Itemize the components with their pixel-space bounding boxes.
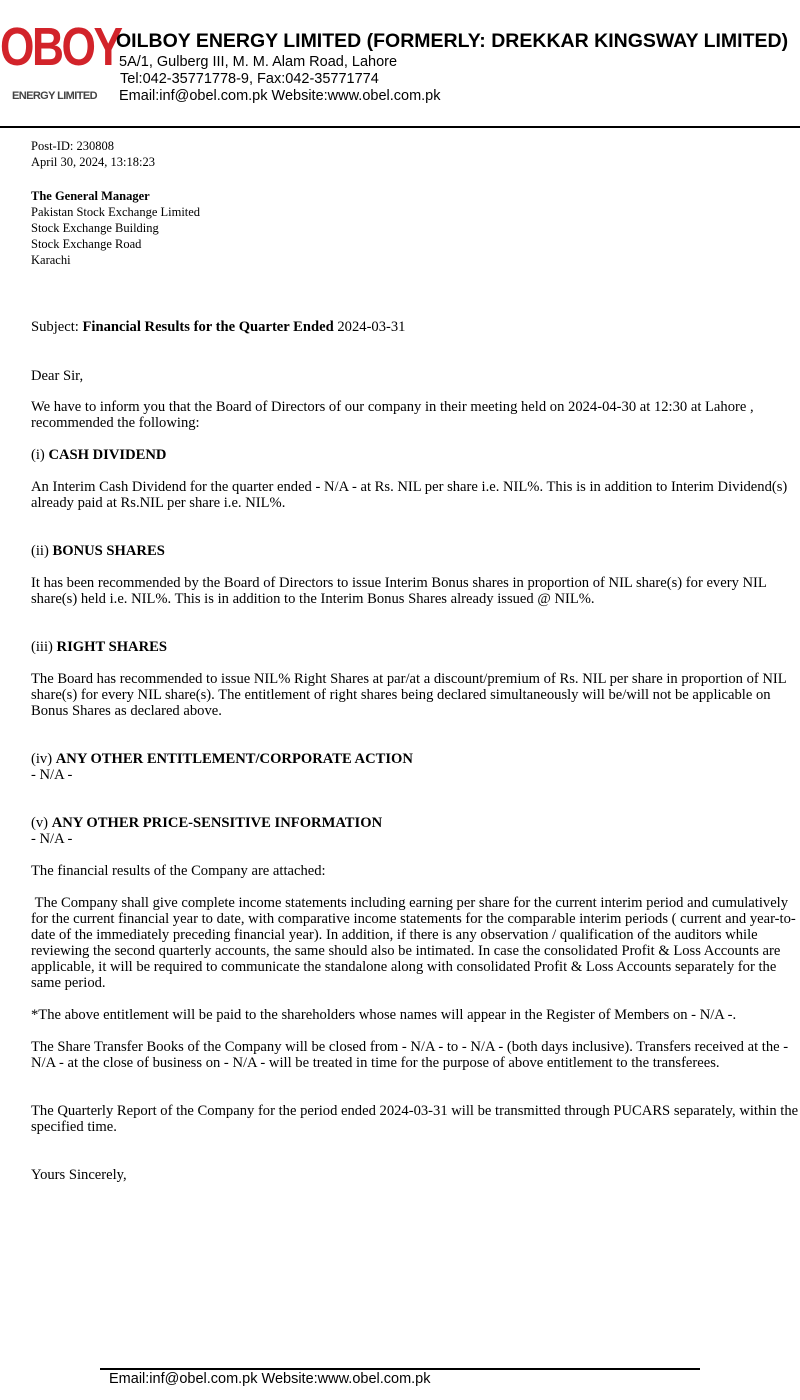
income-statement-paragraph: The Company shall give complete income statements including earning per share for the current interim period and cumulatively for the current financial year to date, with comparative income statements for the comparable interim periods ( current and year-to-date of the immediately preceding financial year). In addition, if there is any observation / qualification of the auditors while reviewing the second quarterly accounts, the same should also be intimated. In case the consolidated Profit & Loss Accounts are applicable, it will be required to communicate the standalone along with consolidated Profit & Loss Accounts separately for the same period. xyxy=(31,895,796,991)
recipient-line: Pakistan Stock Exchange Limited xyxy=(31,205,201,219)
company-logo-subtext: ENERGY LIMITED xyxy=(12,90,97,102)
section-heading xyxy=(31,447,800,463)
intro-paragraph: We have to inform you that the Board of Directors of our company in their meeting held on 2024-04-30 at 12:30 at Lahore , recommended the following: xyxy=(31,399,754,431)
section-number: (iv) xyxy=(31,751,53,767)
section-text: An Interim Cash Dividend for the quarter ended - N/A - at Rs. NIL per share i.e. NIL%. This is in addition to Interim Dividend(s) already paid at Rs.NIL per share i.e. NIL%. xyxy=(31,479,788,511)
section-text: It has been recommended by the Board of Directors to issue Interim Bonus shares in proportion of NIL share(s) for every NIL share(s) held i.e. NIL%. This is in addition to the Interim Bonus Shares already issued @ NIL%. xyxy=(31,575,767,607)
section-heading xyxy=(31,751,800,767)
subject-label: Subject: xyxy=(31,319,79,335)
quarterly-report-paragraph: The Quarterly Report of the Company for the period ended 2024-03-31 will be transmitted through PUCARS separately, within the specified time. xyxy=(31,1103,799,1135)
company-contact: Email:inf@obel.com.pk Website:www.obel.com.pk xyxy=(119,88,441,104)
section-heading xyxy=(31,639,800,655)
subject-date: 2024-03-31 xyxy=(337,319,406,335)
footer-divider xyxy=(100,1368,700,1370)
entitlement-note: *The above entitlement will be paid to the shareholders whose names will appear in the Register of Members on - N/A -. xyxy=(31,1007,737,1023)
company-logo: OBOY xyxy=(0,17,121,77)
section-title: ANY OTHER ENTITLEMENT/CORPORATE ACTION xyxy=(55,751,413,767)
section-number: (iii) xyxy=(31,639,53,655)
section-number: (v) xyxy=(31,815,49,831)
recipient-line: Stock Exchange Building xyxy=(31,221,159,235)
footer-contact: Email:inf@obel.com.pk Website:www.obel.com.pk xyxy=(109,1371,431,1387)
subject-line xyxy=(31,319,800,335)
section-text: - N/A - xyxy=(31,767,73,783)
section-number: (ii) xyxy=(31,543,49,559)
section-heading xyxy=(31,543,800,559)
section-text: The Board has recommended to issue NIL% Right Shares at par/at a discount/premium of Rs. NIL per share in proportion of NIL share(s) for every NIL share(s). The entitlement of right shares being declared simultaneously will be/will not be applicable on Bonus Shares as declared above. xyxy=(31,671,787,719)
salutation: Dear Sir, xyxy=(31,368,84,384)
company-name: OILBOY ENERGY LIMITED (FORMERLY: DREKKAR KINGSWAY LIMITED) xyxy=(116,30,789,52)
section-title: ANY OTHER PRICE-SENSITIVE INFORMATION xyxy=(51,815,383,831)
section-text: - N/A - xyxy=(31,831,73,847)
section-title: RIGHT SHARES xyxy=(56,639,167,655)
closing: Yours Sincerely, xyxy=(31,1167,127,1183)
section-number: (i) xyxy=(31,447,45,463)
company-address: 5A/1, Gulberg III, M. M. Alam Road, Lahore xyxy=(119,54,398,70)
recipient-line: Karachi xyxy=(31,253,71,267)
header-divider xyxy=(0,126,800,128)
recipient-line: Stock Exchange Road xyxy=(31,237,142,251)
share-transfer-paragraph: The Share Transfer Books of the Company will be closed from - N/A - to - N/A - (both days inclusive). Transfers received at the - N/A - at the close of business on - N/A - will be treated in time for the purpose of above entitlement to the transferees. xyxy=(31,1039,789,1071)
post-id: Post-ID: 230808 xyxy=(31,139,114,153)
post-datetime: April 30, 2024, 13:18:23 xyxy=(31,155,155,169)
recipient-title: The General Manager xyxy=(31,189,150,203)
section-heading xyxy=(31,815,800,831)
company-phone: Tel:042-35771778-9, Fax:042-35771774 xyxy=(120,71,379,87)
section-title: CASH DIVIDEND xyxy=(48,447,167,463)
results-attached: The financial results of the Company are attached: xyxy=(31,863,326,879)
section-title: BONUS SHARES xyxy=(52,543,165,559)
subject-title: Financial Results for the Quarter Ended xyxy=(82,319,334,335)
